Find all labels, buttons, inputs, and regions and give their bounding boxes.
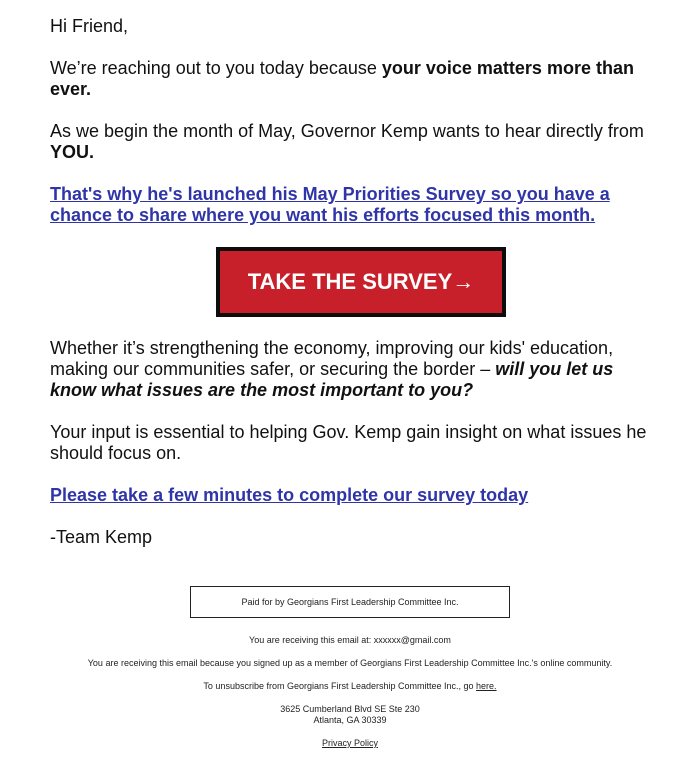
- intro-text: We’re reaching out to you today because: [50, 58, 382, 78]
- complete-survey-link[interactable]: Please take a few minutes to complete our survey today: [50, 485, 529, 505]
- unsubscribe-line: [0, 681, 700, 692]
- may-text: As we begin the month of May, Governor Kemp wants to hear directly from: [50, 121, 644, 141]
- privacy-policy-link[interactable]: Privacy Policy: [321, 738, 378, 748]
- survey-link[interactable]: That's why he's launched his May Priorities Survey so you have a chance to share where you want his efforts focused this month.: [50, 184, 610, 225]
- unsubscribe-link[interactable]: here.: [476, 681, 497, 691]
- survey-link-paragraph: [50, 184, 660, 226]
- email-body: [50, 16, 660, 569]
- issues-text: Whether it’s strengthening the economy, improving our kids' education, making our communities safer, or securing the border –: [50, 338, 614, 379]
- input-paragraph: Your input is essential to helping Gov. Kemp gain insight on what issues he should focus on.: [50, 422, 647, 463]
- address-line-1: 3625 Cumberland Blvd SE Ste 230: [280, 704, 420, 714]
- privacy-policy-line: [0, 738, 700, 749]
- issues-question: will you let us know what issues are the most important to you?: [50, 359, 614, 400]
- greeting: Hi Friend,: [50, 16, 129, 36]
- intro-emphasis: your voice matters more than ever.: [50, 58, 634, 99]
- email-footer: [0, 586, 700, 761]
- may-paragraph: [50, 121, 660, 163]
- complete-link-paragraph: [50, 485, 660, 506]
- take-survey-button[interactable]: TAKE THE SURVEY→: [216, 247, 506, 317]
- cta-wrapper: [50, 247, 660, 317]
- receiving-at-text: You are receiving this email at: xxxxxx@gmail.com: [249, 635, 451, 645]
- paid-for-box: Paid for by Georgians First Leadership Committee Inc.: [190, 586, 510, 618]
- unsubscribe-text: To unsubscribe from Georgians First Leadership Committee Inc., go: [203, 681, 477, 691]
- issues-paragraph: [50, 338, 660, 401]
- intro-paragraph: [50, 58, 660, 100]
- you-emphasis: YOU.: [50, 142, 95, 162]
- address-line-2: Atlanta, GA 30339: [313, 715, 387, 725]
- signoff: -Team Kemp: [50, 527, 153, 547]
- signup-reason-text: You are receiving this email because you signed up as a member of Georgians First Leadership Committee Inc.'s online community.: [87, 658, 613, 668]
- mailing-address: [0, 704, 700, 726]
